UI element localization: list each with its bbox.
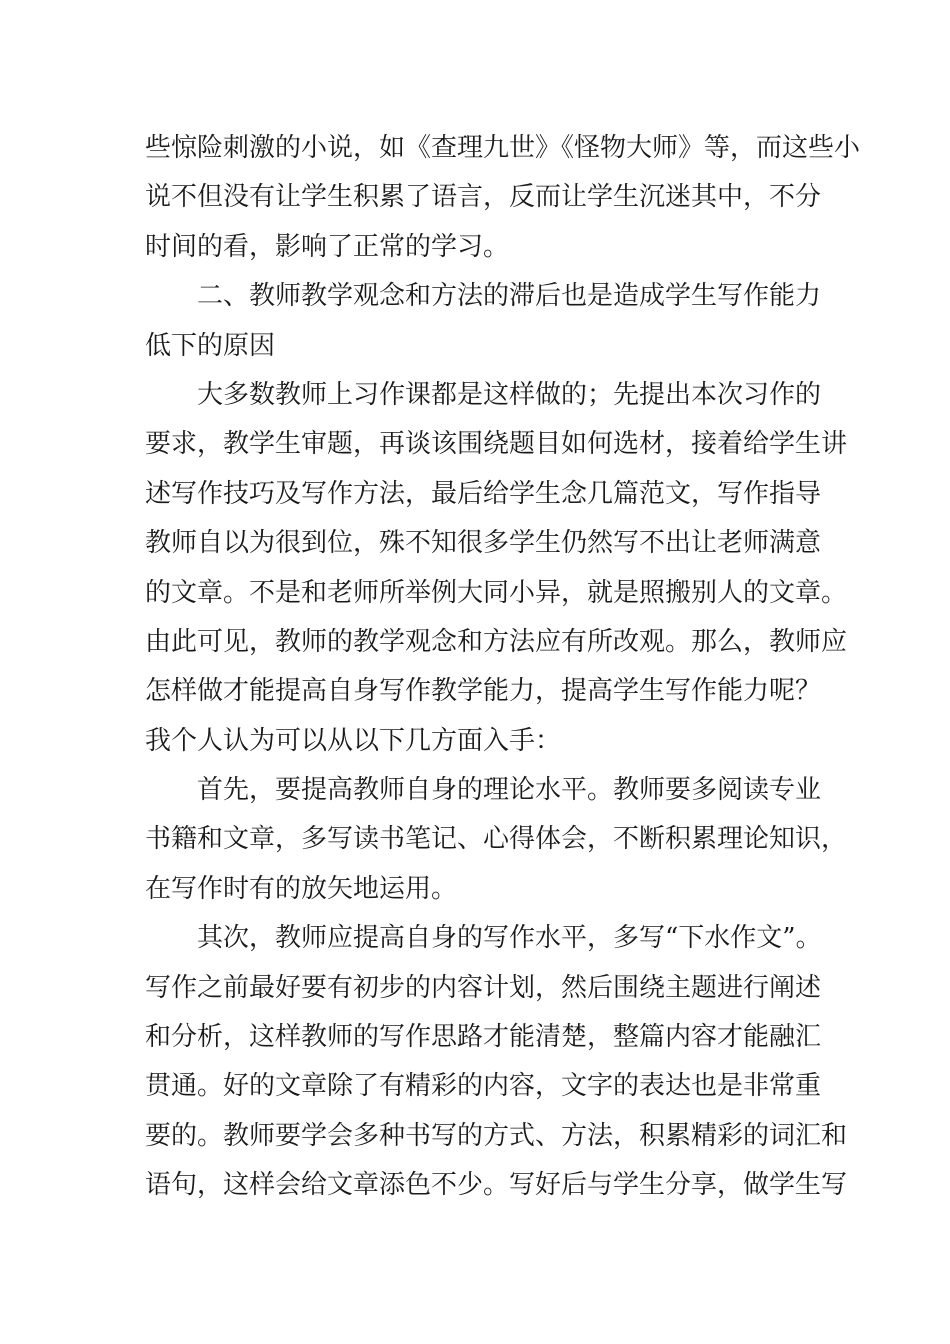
text-line: 在写作时有的放矢地运用。 [145, 873, 458, 904]
text-line: 由此可见，教师的教学观念和方法应有所改观。那么，教师应 [145, 626, 848, 657]
text-line: 贯通。好的文章除了有精彩的内容，文字的表达也是非常重 [145, 1071, 822, 1102]
text-line: 述写作技巧及写作方法，最后给学生念几篇范文，写作指导 [145, 478, 822, 509]
text-line: 其次，教师应提高自身的写作水平，多写“下水作文”。 [197, 923, 822, 954]
text-line: 大多数教师上习作课都是这样做的；先提出本次习作的 [197, 379, 822, 410]
text-line: 时间的看，影响了正常的学习。 [145, 231, 510, 262]
text-line: 教师自以为很到位，殊不知很多学生仍然写不出让老师满意 [145, 528, 822, 559]
text-line: 低下的原因 [145, 330, 276, 361]
text-line: 语句，这样会给文章添色不少。写好后与学生分享，做学生写 [145, 1170, 848, 1201]
text-line: 要求，教学生审题，再谈该围绕题目如何选材，接着给学生讲 [145, 429, 848, 460]
text-line: 怎样做才能提高自身写作教学能力，提高学生写作能力呢？ [145, 676, 822, 707]
paragraph-3 [145, 371, 848, 766]
text-line: 的文章。不是和老师所举例大同小异，就是照搬别人的文章。 [145, 577, 848, 608]
text-line: 我个人认为可以从以下几方面入手： [145, 725, 562, 756]
paragraph-1 [145, 124, 861, 272]
text-line: 书籍和文章，多写读书笔记、心得体会，不断积累理论知识， [145, 824, 848, 855]
text-line: 写作之前最好要有初步的内容计划，然后围绕主题进行阐述 [145, 972, 822, 1003]
body-text [145, 124, 861, 1211]
paragraph-5 [145, 914, 848, 1210]
text-line: 些惊险刺激的小说，如《查理九世》《怪物大师》等，而这些小 [145, 133, 861, 163]
text-line: 首先，要提高教师自身的理论水平。教师要多阅读专业 [197, 775, 822, 806]
paragraph-4 [145, 766, 848, 914]
paragraph-2-heading [145, 272, 822, 371]
text-line: 说不但没有让学生积累了语言，反而让学生沉迷其中，不分 [145, 182, 822, 213]
text-line: 要的。教师要学会多种书写的方式、方法，积累精彩的词汇和 [145, 1120, 848, 1151]
text-line: 二、教师教学观念和方法的滞后也是造成学生写作能力 [197, 281, 822, 312]
text-line: 和分析，这样教师的写作思路才能清楚，整篇内容才能融汇 [145, 1022, 822, 1053]
